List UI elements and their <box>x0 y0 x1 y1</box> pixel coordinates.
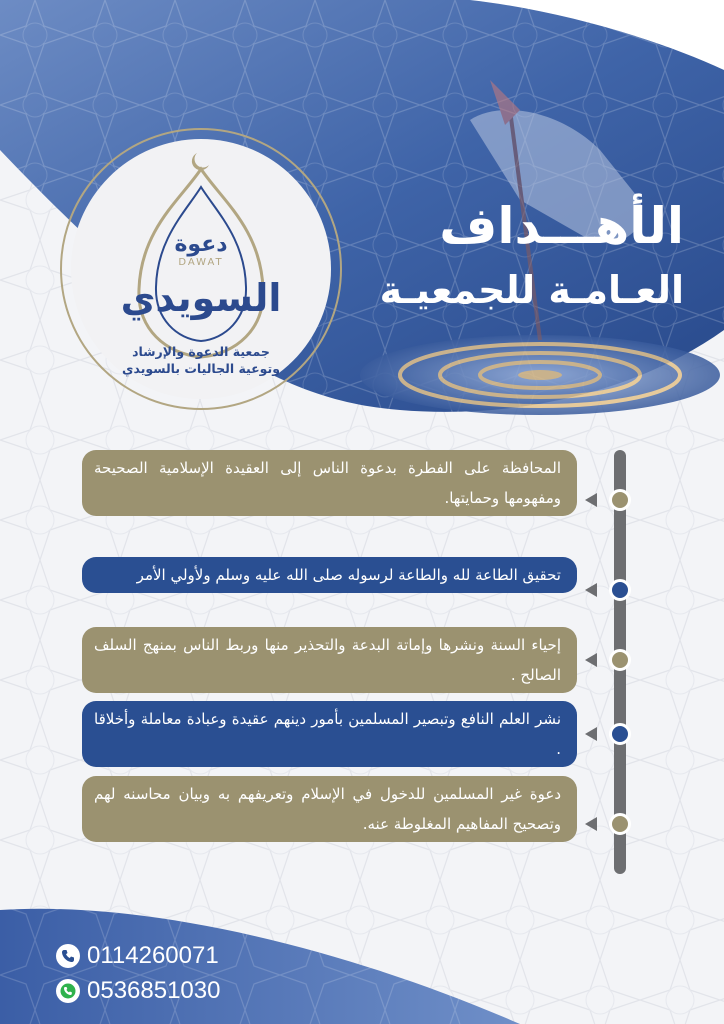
goal-text: المحافظة على الفطرة بدعوة الناس إلى العقيدة الإسلامية الصحيحة ومفهومها وحمايتها. <box>94 459 561 507</box>
logo-name-latin: DAWAT <box>178 257 224 268</box>
arrow-left-icon <box>585 493 597 507</box>
phone-number: 0114260071 <box>87 942 219 969</box>
arrow-left-icon <box>585 817 597 831</box>
goal-item-1 <box>82 450 577 516</box>
page-title: الأهـــداف <box>439 196 684 255</box>
goal-text: إحياء السنة ونشرها وإماتة البدعة والتحذير منها وربط الناس بمنهج السلف الصالح . <box>94 636 561 684</box>
goal-text: تحقيق الطاعة لله والطاعة لرسوله صلى الله عليه وسلم ولأولي الأمر <box>136 566 561 584</box>
logo-caption-line2: وتوعية الجاليات بالسويدي <box>122 361 280 376</box>
arrow-left-icon <box>585 583 597 597</box>
timeline-dot <box>609 723 631 745</box>
goal-text: نشر العلم النافع وتبصير المسلمين بأمور دينهم عقيدة وعبادة معاملة وأخلاقا . <box>94 710 561 758</box>
crescent-icon <box>192 153 209 170</box>
goal-item-3 <box>82 627 577 693</box>
goal-text: دعوة غير المسلمين للدخول في الإسلام وتعريفهم به وبيان محاسنه لهم وتصحيح المفاهيم المغلوطة عنه. <box>94 785 561 833</box>
timeline-dot <box>609 813 631 835</box>
phone-icon <box>56 944 80 968</box>
logo-caption-line1: جمعية الدعوة والإرشاد <box>132 344 270 359</box>
dartboard-illustration <box>360 335 720 415</box>
whatsapp-icon <box>56 979 80 1003</box>
page-subtitle: العـامـة للجمعيـة <box>379 267 684 312</box>
timeline-dot <box>609 649 631 671</box>
arrow-left-icon <box>585 727 597 741</box>
whatsapp-contact[interactable] <box>56 975 220 1007</box>
timeline-dot <box>609 489 631 511</box>
goal-item-2 <box>82 557 577 593</box>
goal-item-5 <box>82 776 577 842</box>
phone-contact[interactable] <box>56 940 219 972</box>
whatsapp-number: 0536851030 <box>87 977 221 1004</box>
timeline-dot <box>609 579 631 601</box>
arrow-left-icon <box>585 653 597 667</box>
goal-item-4 <box>82 701 577 767</box>
logo-name-arabic: دعوة <box>174 232 228 257</box>
logo-caption <box>95 343 307 377</box>
logo-emblem-text: السويدي <box>120 276 282 320</box>
